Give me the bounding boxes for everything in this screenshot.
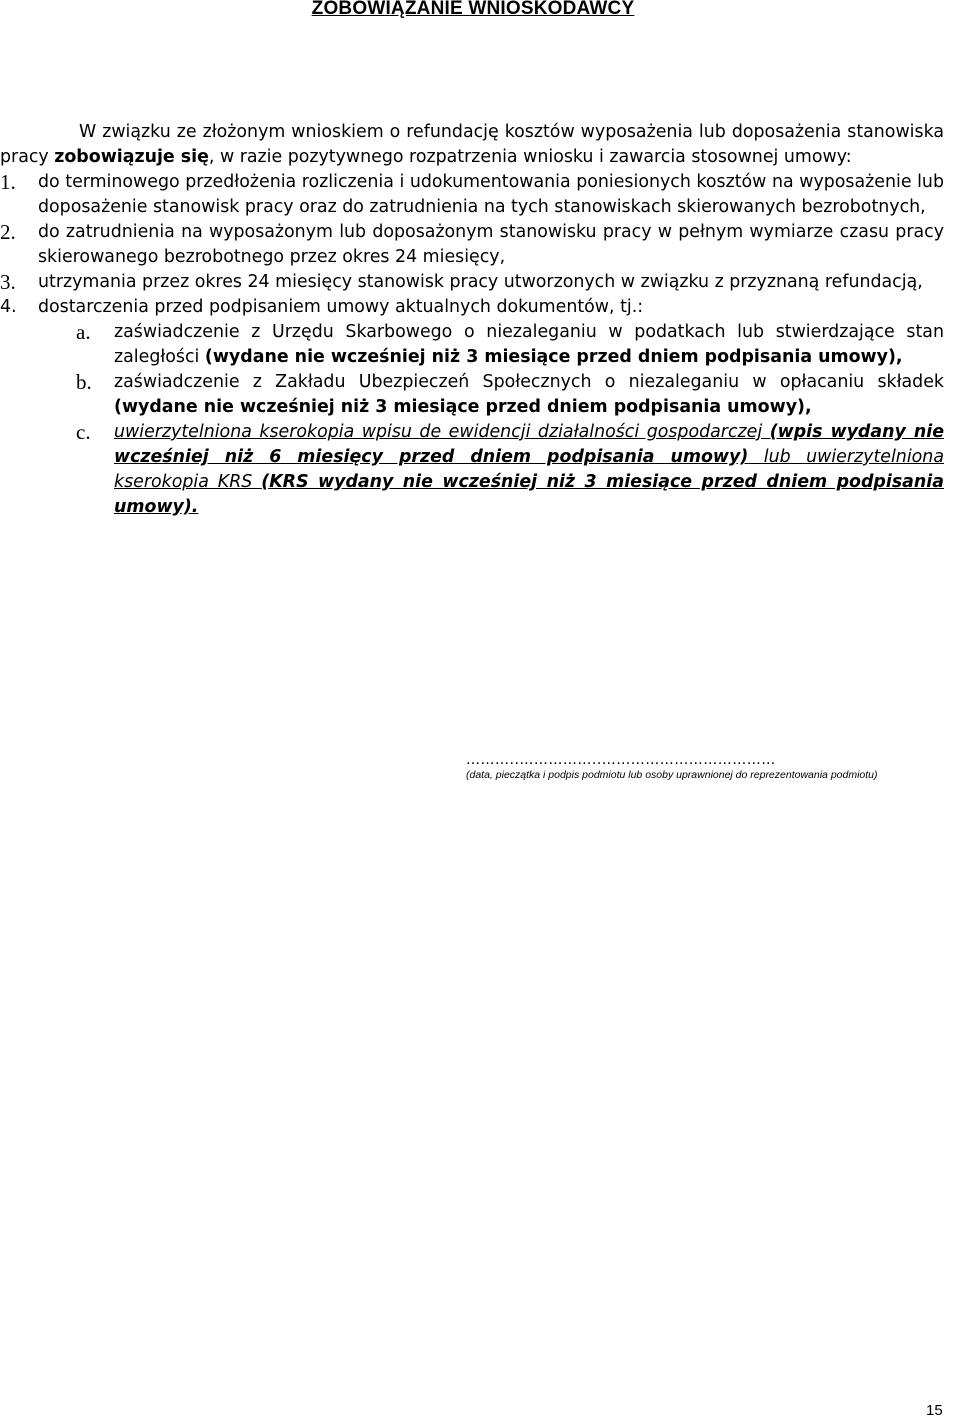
signature-caption: (data, pieczątka i podpis podmiotu lub osoby uprawnionej do reprezentowania podmiotu)	[466, 769, 878, 781]
sub-marker: b.	[76, 370, 92, 394]
list-item-1	[0, 170, 944, 220]
signature-block	[466, 752, 946, 782]
list-marker: 2.	[0, 220, 16, 244]
sub-item-a-bold: (wydane nie wcześniej niż 3 miesiące przed dniem podpisania umowy),	[204, 347, 903, 367]
list-item-text: dostarczenia przed podpisaniem umowy aktualnych dokumentów, tj.:	[38, 297, 644, 317]
list-item-4	[0, 295, 944, 320]
sub-item-c-bold-1: (wpis wydany nie wcześniej niż 6 miesięcy przed dniem podpisania umowy)	[114, 422, 944, 467]
sub-item-b-text: zaświadczenie z Zakładu Ubezpieczeń Społecznych o niezaleganiu w opłacaniu składek	[114, 372, 944, 392]
list-item-2	[0, 220, 944, 270]
document-title: ZOBOWIĄZANIE WNIOSKODAWCY	[311, 0, 635, 19]
sub-item-text	[114, 420, 944, 520]
list-item-text: do terminowego przedłożenia rozliczenia i udokumentowania poniesionych kosztów na wyposażenie lub doposażenie stanowisk pracy oraz do zatrudnienia na tych stanowiskach skierowanych bezrobotnych,	[38, 172, 944, 217]
sub-item-c	[0, 420, 944, 520]
sub-item-a-text: zaświadczenie z Urzędu Skarbowego o niezaleganiu w podatkach lub stwierdzające stan zaległości	[114, 322, 944, 367]
sub-item-text	[114, 320, 944, 370]
sub-item-c-bold-2: (KRS wydany nie wcześniej niż 3 miesiące przed dniem podpisania umowy).	[114, 472, 944, 517]
sub-item-c-text-2: lub uwierzytelniona kserokopia KRS	[114, 447, 944, 492]
intro-text-2: , w razie pozytywnego rozpatrzenia wniosku i zawarcia stosownej umowy:	[208, 147, 852, 167]
sub-item-b	[0, 370, 944, 420]
list-item-text: utrzymania przez okres 24 miesięcy stanowisk pracy utworzonych w związku z przyznaną refundacją,	[38, 272, 923, 292]
list-marker: 3.	[0, 270, 16, 294]
intro-paragraph	[0, 120, 944, 170]
list-marker: 1.	[0, 170, 16, 194]
sub-item-a	[0, 320, 944, 370]
sub-item-c-text-1: uwierzytelniona kserokopia wpisu de ewidencji działalności gospodarczej	[114, 422, 770, 442]
list-item-3	[0, 270, 944, 295]
sub-marker: a.	[76, 320, 91, 344]
list-marker: 4.	[0, 297, 17, 317]
sub-marker: c.	[76, 420, 91, 444]
sub-item-b-bold: (wydane nie wcześniej niż 3 miesiące przed dniem podpisania umowy),	[114, 397, 812, 417]
page-number: 15	[926, 1402, 943, 1419]
sub-item-text	[114, 370, 944, 420]
intro-bold: zobowiązuje się	[54, 147, 209, 167]
signature-line: ………..……………..………………………………	[466, 752, 776, 768]
intro-text-1: W związku ze złożonym wnioskiem o refundację kosztów wyposażenia lub doposażenia stanowiska pracy	[0, 122, 944, 167]
document-body	[0, 120, 944, 520]
list-item-text: do zatrudnienia na wyposażonym lub doposażonym stanowisku pracy w pełnym wymiarze czasu pracy skierowanego bezrobotnego przez okres 24 miesięcy,	[38, 222, 944, 267]
